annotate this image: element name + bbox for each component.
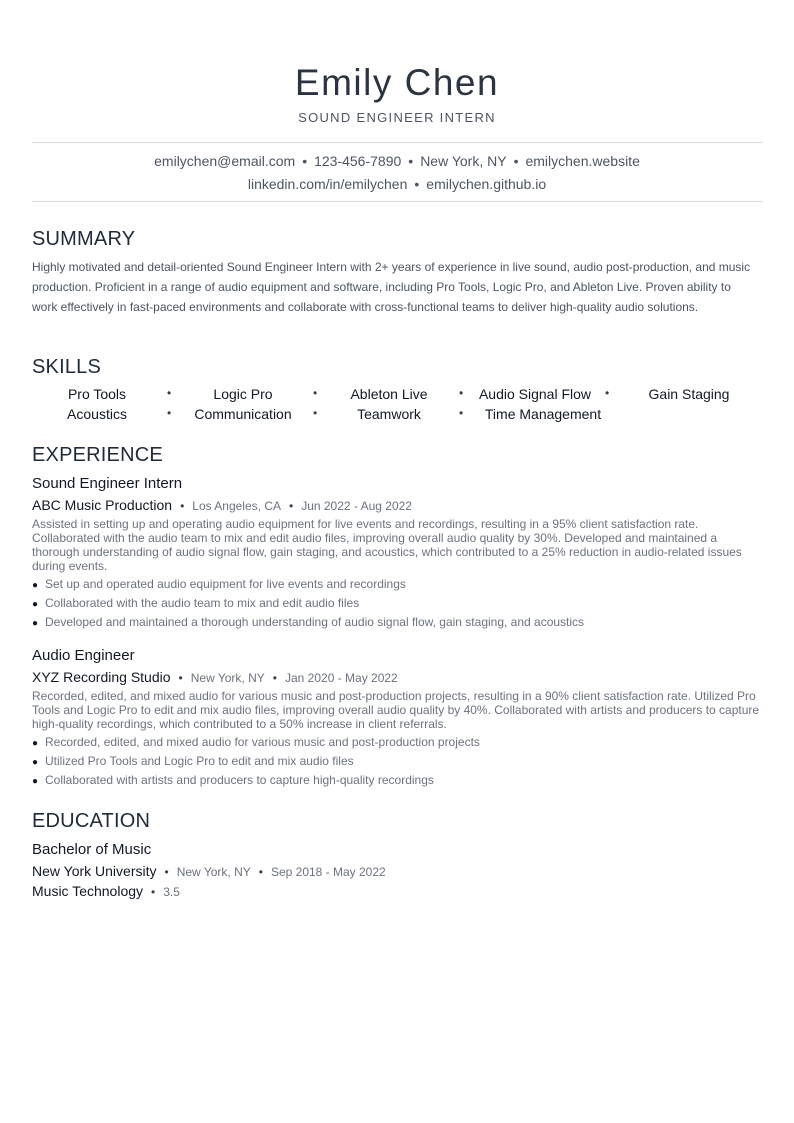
list-item bbox=[32, 735, 480, 749]
skill-item: Ableton Live bbox=[350, 386, 428, 402]
skill-item: Pro Tools bbox=[67, 386, 127, 402]
candidate-title: SOUND ENGINEER INTERN bbox=[298, 110, 496, 125]
skill-separator: • bbox=[313, 386, 318, 400]
bullet-icon: ● bbox=[32, 776, 39, 787]
section-heading-skills: SKILLS bbox=[32, 356, 102, 378]
contact-phone[interactable]: 123-456-7890 bbox=[314, 153, 402, 169]
bullet-icon: ● bbox=[32, 580, 39, 591]
education-major-meta bbox=[32, 883, 180, 899]
school-name: New York University bbox=[32, 863, 157, 879]
list-item bbox=[32, 615, 584, 629]
list-item-text: Collaborated with the audio team to mix and edit audio files bbox=[45, 596, 360, 610]
gpa: 3.5 bbox=[163, 885, 180, 899]
skills-row bbox=[32, 406, 762, 424]
job-title: Audio Engineer bbox=[32, 647, 135, 664]
contact-website[interactable]: emilychen.website bbox=[525, 153, 640, 169]
list-item-text: Developed and maintained a thorough understanding of audio signal flow, gain staging, and acoustics bbox=[45, 615, 585, 629]
bullet-icon: ● bbox=[32, 599, 39, 610]
section-heading-education: EDUCATION bbox=[32, 810, 151, 832]
separator: • bbox=[513, 153, 519, 169]
job-dates: Jan 2020 - May 2022 bbox=[284, 671, 398, 685]
education-dates: Sep 2018 - May 2022 bbox=[270, 865, 386, 879]
skill-item: Time Management bbox=[484, 406, 602, 422]
contact-github[interactable]: emilychen.github.io bbox=[426, 176, 547, 192]
summary-text: Highly motivated and detail-oriented Sound Engineer Intern with 2+ years of experience in live sound, audio post-production, and music production. Proficient in a range of audio equipment and software, including Pro Tools, Logic Pro, and Ableton Live. Proven ability to work effectively in fast-paced environments and collaborate with cross-functional teams to deliver high-quality audio solutions. bbox=[32, 260, 751, 314]
list-item bbox=[32, 596, 359, 610]
job-company: XYZ Recording Studio bbox=[32, 669, 171, 685]
separator: • bbox=[302, 153, 308, 169]
separator: • bbox=[258, 865, 263, 879]
separator: • bbox=[414, 176, 420, 192]
list-item bbox=[32, 577, 406, 591]
list-item bbox=[32, 754, 354, 768]
contact-line-2 bbox=[32, 176, 762, 192]
separator: • bbox=[178, 671, 183, 685]
job-location: New York, NY bbox=[190, 671, 265, 685]
header-divider-bottom bbox=[32, 201, 762, 202]
bullet-icon: ● bbox=[32, 618, 39, 629]
skill-item: Gain Staging bbox=[648, 386, 730, 402]
section-heading-summary: SUMMARY bbox=[32, 228, 136, 250]
list-item bbox=[32, 773, 434, 787]
separator: • bbox=[180, 499, 185, 513]
skill-item: Logic Pro bbox=[213, 386, 273, 402]
bullet-icon: ● bbox=[32, 738, 39, 749]
job-title: Sound Engineer Intern bbox=[32, 475, 183, 492]
separator: • bbox=[289, 499, 294, 513]
skill-separator: • bbox=[605, 386, 610, 400]
skills-row bbox=[32, 386, 762, 404]
section-heading-experience: EXPERIENCE bbox=[32, 444, 163, 466]
skill-item: Communication bbox=[194, 406, 292, 422]
skill-separator: • bbox=[313, 406, 318, 420]
skill-item: Teamwork bbox=[357, 406, 421, 422]
education-meta bbox=[32, 863, 386, 879]
separator: • bbox=[151, 885, 156, 899]
contact-location: New York, NY bbox=[420, 153, 507, 169]
school-location: New York, NY bbox=[176, 865, 251, 879]
contact-linkedin[interactable]: linkedin.com/in/emilychen bbox=[247, 176, 408, 192]
job-dates: Jun 2022 - Aug 2022 bbox=[301, 499, 412, 513]
contact-line-1 bbox=[32, 153, 762, 169]
job-description: Assisted in setting up and operating audio equipment for live events and recordings, resulting in a 95% client satisfaction rate. Collaborated with the audio team to mix and edit audio files, improving overall audio quality by 30%. Developed and maintained a thorough understanding of audio signal flow, gain staging, and acoustics, which contributed to a 25% reduction in audio-related issues during events. bbox=[32, 517, 742, 573]
skill-item: Acoustics bbox=[67, 406, 127, 422]
job-description: Recorded, edited, and mixed audio for various music and post-production projects, resulting in a 90% client satisfaction rate. Utilized Pro Tools and Logic Pro to edit and mix audio files, improving overall audio quality by 40%. Collaborated with artists and producers to capture high-quality recordings, which contributed to a 50% increase in client referrals. bbox=[32, 689, 760, 731]
job-meta bbox=[32, 669, 398, 685]
list-item-text: Collaborated with artists and producers to capture high-quality recordings bbox=[45, 773, 434, 787]
degree-title: Bachelor of Music bbox=[32, 841, 152, 858]
skill-separator: • bbox=[167, 386, 172, 400]
contact-email[interactable]: emilychen@email.com bbox=[154, 153, 296, 169]
skill-separator: • bbox=[459, 406, 464, 420]
job-meta bbox=[32, 497, 412, 513]
job-location: Los Angeles, CA bbox=[192, 499, 281, 513]
separator: • bbox=[164, 865, 169, 879]
header-divider-top bbox=[32, 142, 762, 143]
separator: • bbox=[408, 153, 414, 169]
candidate-name: Emily Chen bbox=[294, 62, 500, 103]
skill-separator: • bbox=[459, 386, 464, 400]
skill-separator: • bbox=[167, 406, 172, 420]
major: Music Technology bbox=[32, 883, 144, 899]
job-company: ABC Music Production bbox=[32, 497, 173, 513]
list-item-text: Set up and operated audio equipment for live events and recordings bbox=[45, 577, 406, 591]
skill-item: Audio Signal Flow bbox=[478, 386, 592, 402]
list-item-text: Recorded, edited, and mixed audio for various music and post-production projects bbox=[45, 735, 480, 749]
separator: • bbox=[272, 671, 277, 685]
bullet-icon: ● bbox=[32, 757, 39, 768]
list-item-text: Utilized Pro Tools and Logic Pro to edit and mix audio files bbox=[45, 754, 354, 768]
